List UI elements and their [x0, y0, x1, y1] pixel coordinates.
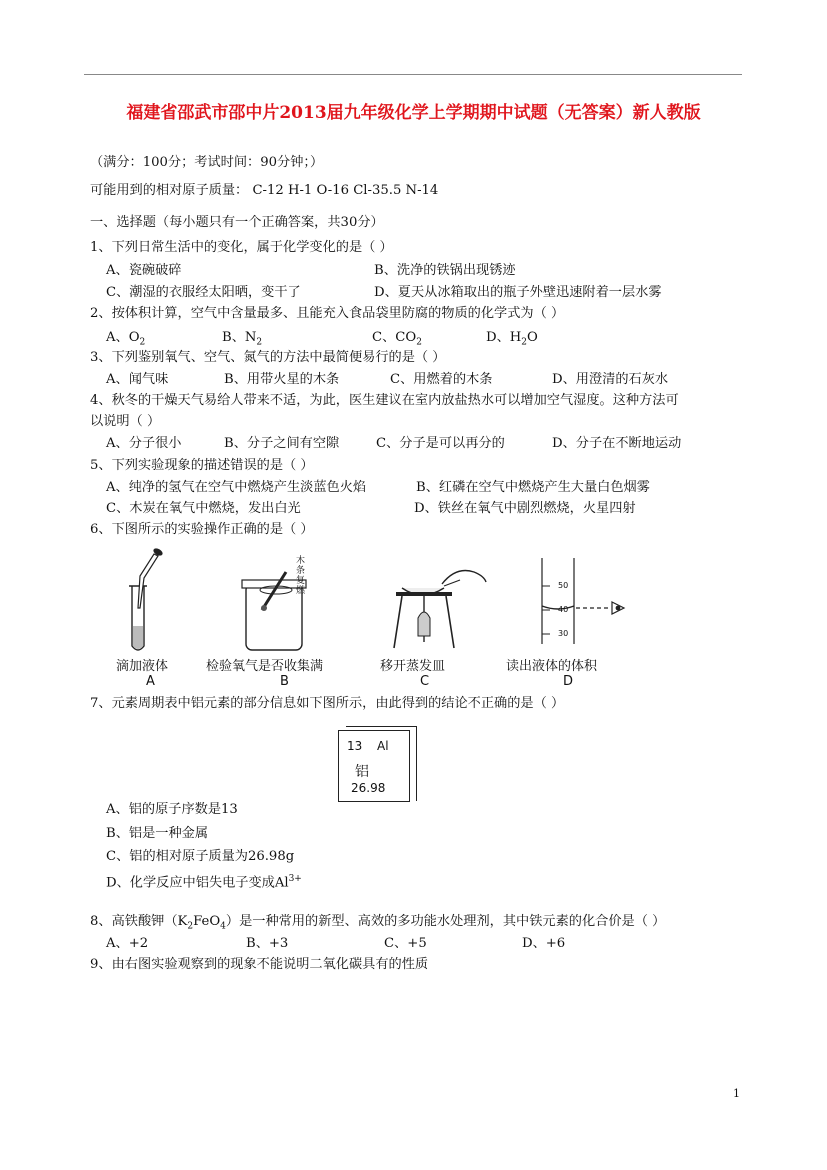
- figure-c-caption: 移开蒸发皿: [380, 659, 446, 674]
- element-symbol: Al: [377, 739, 389, 753]
- figure-c-evaporating-dish: [392, 558, 492, 652]
- q5-option-b: B、红磷在空气中燃烧产生大量白色烟雾: [416, 480, 650, 495]
- figure-d-cylinder: [532, 556, 628, 646]
- figure-d-scale-50: 50: [558, 581, 569, 590]
- page-title: 福建省邵武市邵中片2013届九年级化学上学期期中试题（无答案）新人教版: [126, 103, 701, 123]
- q4-option-b: B、分子之间有空隙: [224, 436, 340, 451]
- q8-option-a: A、+2: [106, 936, 149, 951]
- figure-c-letter: C: [420, 674, 430, 689]
- q8-option-d: D、+6: [522, 936, 566, 951]
- q5-option-a: A、纯净的氢气在空气中燃烧产生淡蓝色火焰: [106, 480, 367, 495]
- q7-option-d: D、化学反应中铝失电子变成$Al^{3+}$: [106, 874, 302, 891]
- figure-a-dropper: [118, 548, 188, 654]
- q1-option-b: B、洗净的铁锅出现锈迹: [374, 263, 516, 278]
- page-number: 1: [733, 1087, 740, 1100]
- atomic-masses: 可能用到的相对原子质量： C-12 H-1 O-16 Cl-35.5 N-14: [90, 183, 439, 198]
- q7-stem: 7、元素周期表中铝元素的部分信息如下图所示，由此得到的结论不正确的是（ ）: [90, 696, 565, 711]
- q8-stem: 8、高铁酸钾$(K_2FeO_4)$是一种常用的新型、高效的多功能水处理剂，其中铁元素的化合价是（ ）: [90, 914, 666, 932]
- q2-option-b: B、$N_2$: [222, 330, 263, 348]
- q7-option-a: A、铝的原子序数是13: [106, 802, 238, 817]
- q5-option-d: D、铁丝在氧气中剧烈燃烧，火星四射: [414, 501, 636, 516]
- q2-option-a: A、$O_2$: [106, 330, 146, 348]
- q2-stem: 2、按体积计算，空气中含量最多、且能充入食品袋里防腐的物质的化学式为（ ）: [90, 306, 565, 321]
- element-mass: 26.98: [351, 781, 386, 795]
- q3-stem: 3、下列鉴别氧气、空气、氮气的方法中最简便易行的是（ ）: [90, 350, 446, 365]
- figure-a-caption: 滴加液体: [116, 659, 169, 674]
- figure-b-letter: B: [280, 674, 289, 689]
- section-heading: 一、选择题（每小题只有一个正确答案，共30分）: [90, 215, 384, 230]
- q4-stem-line2: 以说明（ ）: [90, 414, 161, 429]
- element-name: 铝: [355, 764, 369, 780]
- figure-b-caption: 检验氧气是否收集满: [206, 659, 324, 674]
- q3-option-b: B、用带火星的木条: [224, 372, 340, 387]
- figure-a-letter: A: [146, 674, 155, 689]
- figure-b-stick-label: 木条复燃: [296, 556, 306, 596]
- q1-option-d: D、夏天从冰箱取出的瓶子外壁迅速附着一层水雾: [374, 285, 662, 300]
- q5-stem: 5、下列实验现象的描述错误的是（ ）: [90, 458, 314, 473]
- exam-info: （满分：100分；考试时间：90分钟；）: [90, 155, 324, 170]
- q3-option-d: D、用澄清的石灰水: [552, 372, 669, 387]
- q7-option-c: C、铝的相对原子质量为26.98g: [106, 849, 295, 864]
- element-number: 13: [347, 739, 363, 753]
- header-rule: [84, 74, 742, 75]
- q1-stem: 1、下列日常生活中的变化，属于化学变化的是（ ）: [90, 240, 393, 255]
- figure-d-letter: D: [563, 674, 574, 689]
- q4-option-c: C、分子是可以再分的: [376, 436, 505, 451]
- q2-option-c: C、$CO_2$: [372, 330, 422, 348]
- figure-d-caption: 读出液体的体积: [506, 659, 598, 674]
- q8-option-b: B、+3: [246, 936, 289, 951]
- q9-stem: 9、由右图实验观察到的现象不能说明二氧化碳具有的性质: [90, 957, 429, 972]
- figure-d-scale-30: 30: [558, 629, 569, 638]
- q8-option-c: C、+5: [384, 936, 427, 951]
- q3-option-a: A、闻气味: [106, 372, 169, 387]
- q4-option-a: A、分子很小: [106, 436, 182, 451]
- q5-option-c: C、木炭在氧气中燃烧，发出白光: [106, 501, 301, 516]
- element-card: [338, 730, 410, 802]
- q4-stem-line1: 4、秋冬的干燥天气易给人带来不适，为此，医生建议在室内放盐热水可以增加空气湿度。这种方法可: [90, 393, 679, 408]
- figure-d-scale-40: 40: [558, 605, 569, 614]
- q1-option-c: C、潮湿的衣服经太阳晒，变干了: [106, 285, 301, 300]
- q4-option-d: D、分子在不断地运动: [552, 436, 682, 451]
- q7-option-b: B、铝是一种金属: [106, 826, 209, 841]
- q1-option-a: A、瓷碗破碎: [106, 263, 182, 278]
- q2-option-d: D、$H_2O$: [486, 330, 538, 348]
- q3-option-c: C、用燃着的木条: [390, 372, 493, 387]
- q6-stem: 6、下图所示的实验操作正确的是（ ）: [90, 522, 314, 537]
